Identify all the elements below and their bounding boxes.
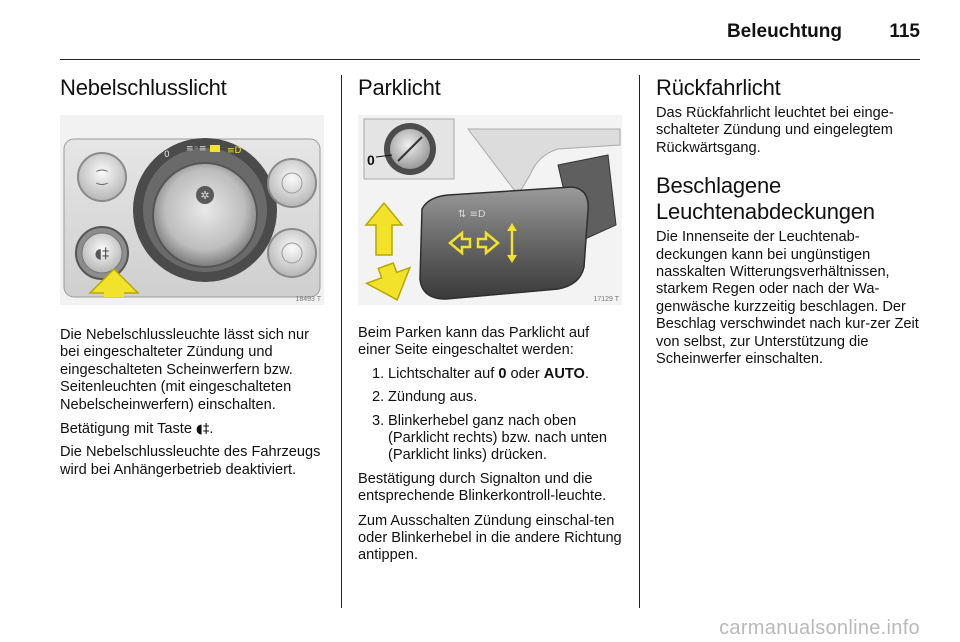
figure-turn-signal-lever — [358, 115, 622, 305]
figure-code: 18493 T — [295, 296, 321, 303]
column-parking-light — [358, 75, 622, 572]
section-heading-park: Parklicht — [358, 75, 441, 100]
switch-position-label: 0 — [367, 152, 375, 168]
front-fog-icon: ⁐ — [96, 171, 108, 186]
svg-text:⇅ ≡D: ⇅ ≡D — [458, 209, 486, 220]
column-reverse-light — [656, 75, 924, 375]
figure-code: 17129 T — [593, 296, 619, 303]
reverse-paragraph: Das Rückfahrlicht leuchtet bei einge-schalteter Zündung und eingelegtem Rückwärtsgang. — [656, 105, 894, 156]
turn-signal-lever — [420, 187, 588, 299]
fog-paragraph-1: Die Nebelschlussleuchte lässt sich nur bei eingeschalteter Zündung und eingeschalteten Scheinwerfern bzw. Seitenleuchten (mit eingeschalteten Nebelscheinwerfern) einschalten. — [60, 327, 310, 413]
svg-text:≡◦≡: ≡◦≡ — [186, 144, 207, 154]
dimmer-button — [268, 159, 316, 207]
fog-paragraph-2-text: Betätigung mit Taste — [60, 421, 192, 438]
chapter-title: Beleuchtung — [726, 21, 842, 42]
rear-fog-light-icon: ◖‡ — [196, 422, 210, 438]
list-item-number: 3. — [372, 412, 385, 429]
list-item — [358, 366, 622, 383]
position-zero-label: 0 — [164, 150, 170, 160]
svg-text:≡D: ≡D — [227, 146, 242, 156]
fogged-paragraph: Die Innenseite der Leuchtenab-deckungen kann bei ungünstigen nasskalten Witterungsverhältnissen, starkem Regen oder nach der Wa-genwäsche kurzzeitig beschlagen. Der Beschlag verschwindet nach kur-zer Zeit von selbst, zur Unterstützung die Scheinwerfer einschalten. — [656, 229, 919, 368]
light-switch-illustration — [60, 115, 324, 305]
page-header — [60, 18, 920, 60]
watermark: carmanualsonline.info — [719, 617, 920, 639]
step-bold-auto: AUTO — [543, 365, 585, 382]
range-button — [268, 229, 316, 277]
list-item-number: 2. — [372, 389, 385, 406]
page-number: 115 — [889, 21, 920, 42]
step-text: oder — [506, 365, 544, 382]
fog-paragraph-2 — [60, 421, 325, 438]
column-fog-light — [60, 75, 325, 486]
fog-paragraph-3: Die Nebelschlussleuchte des Fahrzeugs wird bei Anhängerbetrieb deaktiviert. — [60, 444, 321, 478]
step-text: Zündung aus. — [388, 389, 478, 406]
list-item — [358, 389, 622, 406]
park-confirm: Bestätigung durch Signalton und die entsprechende Blinkerkontroll-leuchte. — [358, 470, 607, 505]
step-text: Blinkerhebel ganz nach oben (Parklicht rechts) bzw. nach unten (Parklicht links) drücken. — [388, 412, 608, 464]
figure-light-switch — [60, 115, 324, 305]
step-text: Lichtschalter auf — [388, 365, 499, 382]
column-divider-1 — [341, 75, 342, 608]
heading-line-1: Beschlagene — [656, 173, 782, 199]
svg-text:✲: ✲ — [200, 189, 210, 202]
rear-fog-button-icon: ◖‡ — [94, 246, 110, 262]
step-text: . — [584, 365, 589, 382]
section-heading-reverse: Rückfahrlicht — [656, 75, 781, 100]
fog-paragraph-2-end: . — [209, 421, 214, 438]
park-switch-off: Zum Ausschalten Zündung einschal-ten oder Blinkerhebel in die andere Richtung antippen. — [358, 512, 622, 564]
list-item-number: 1. — [372, 365, 385, 382]
turn-signal-illustration — [358, 115, 622, 305]
section-heading-fog: Nebelschlusslicht — [60, 75, 227, 100]
column-divider-2 — [639, 75, 640, 608]
header-rule — [60, 59, 920, 60]
park-steps-list — [358, 366, 622, 465]
section-heading-fogged — [656, 173, 924, 225]
step-bold-zero: 0 — [498, 365, 507, 382]
list-item — [358, 413, 622, 465]
heading-line-2: Leuchtenabdeckungen — [656, 199, 875, 225]
park-intro: Beim Parken kann das Parklicht auf einer Seite eingeschaltet werden: — [358, 325, 590, 359]
rotary-switch-knob — [153, 163, 257, 267]
